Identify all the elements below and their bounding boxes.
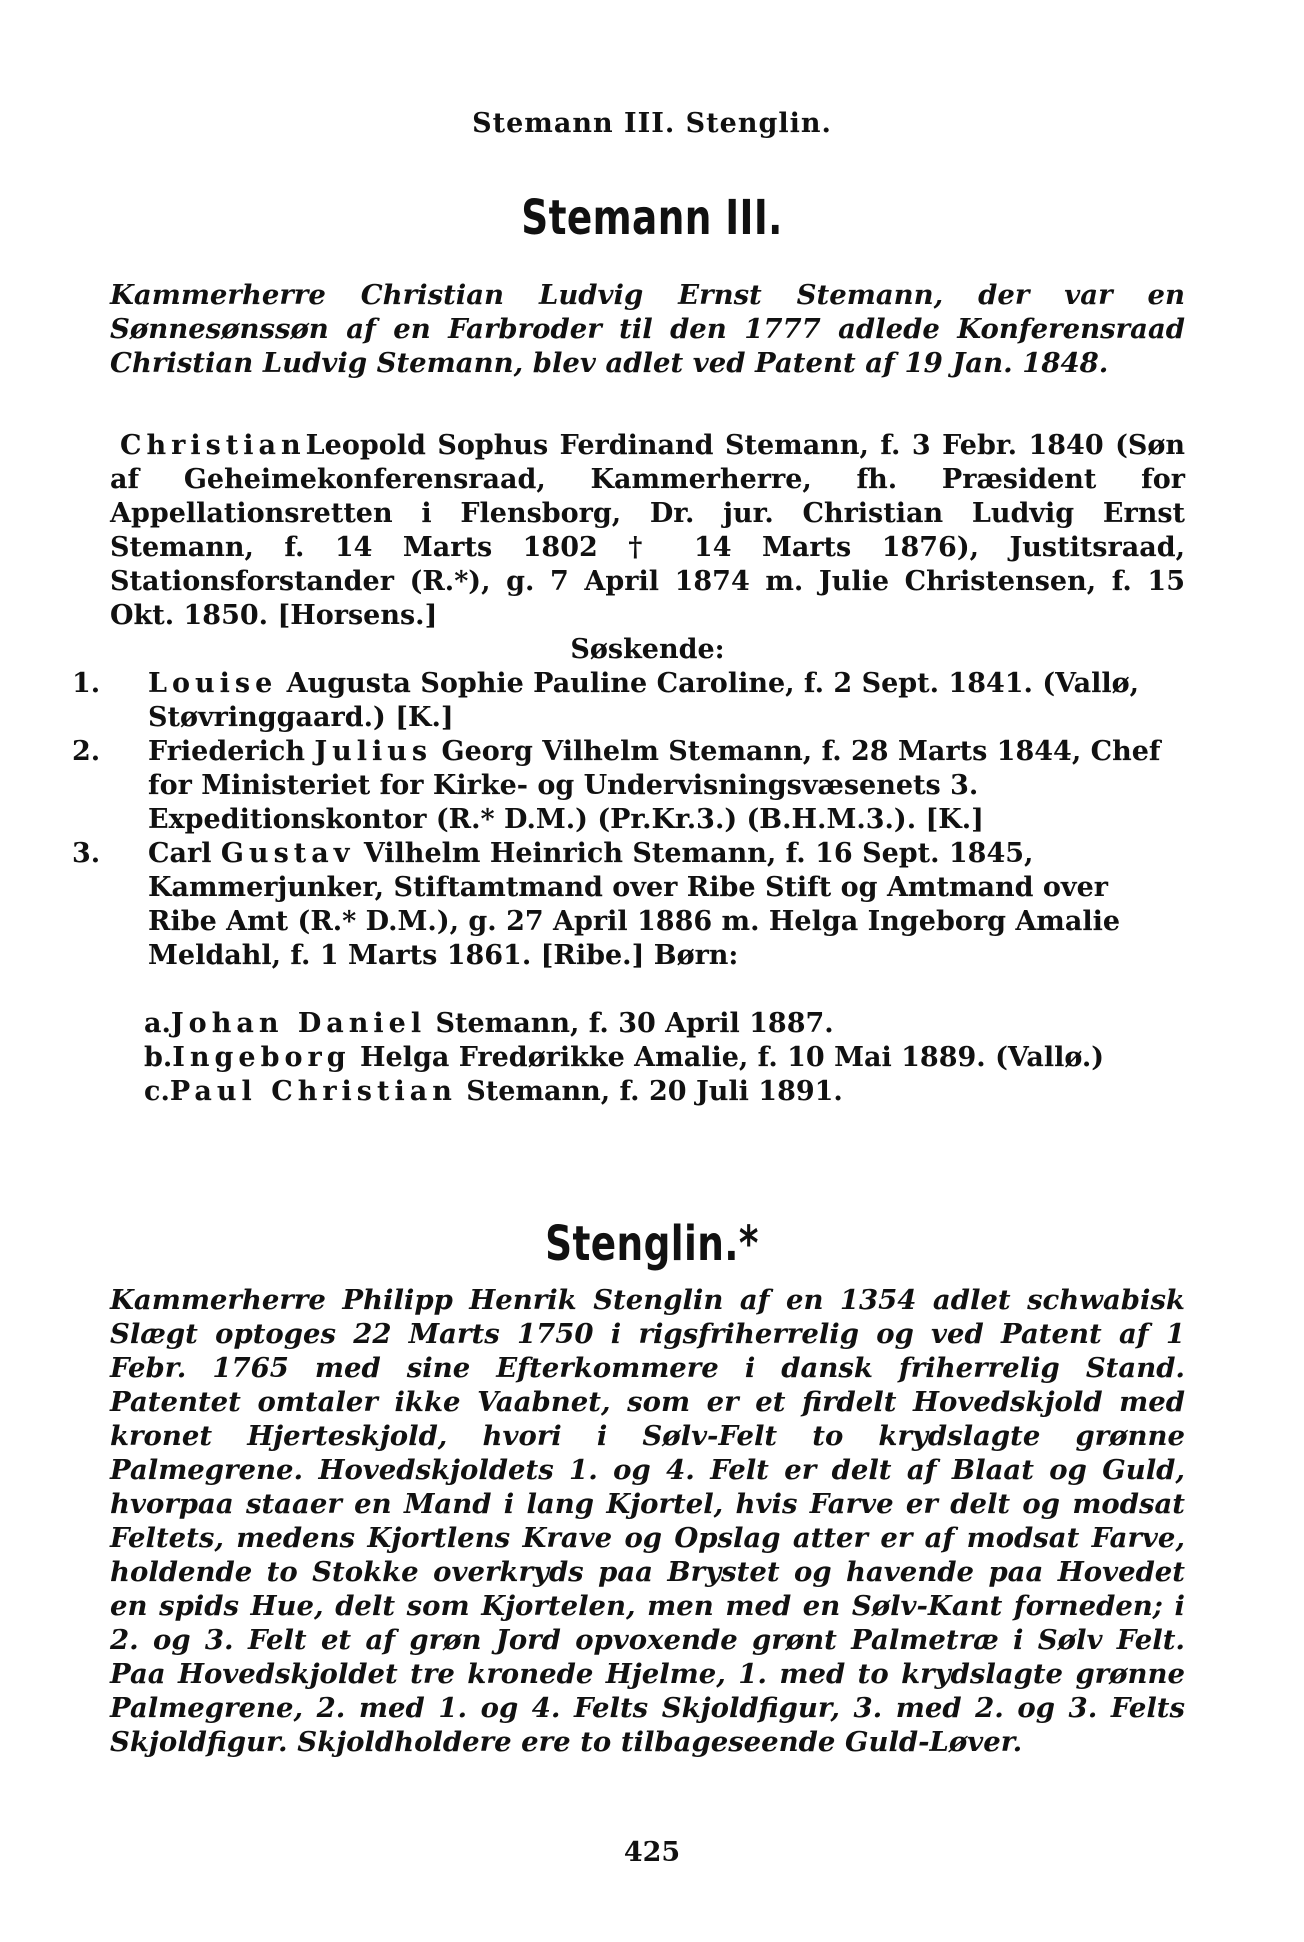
main-entry-name: Christian xyxy=(120,430,306,461)
child-entry xyxy=(110,1007,1185,1041)
child-letter: b. xyxy=(144,1042,173,1073)
sibling-name-prefix: Carl xyxy=(148,838,221,869)
child-entry xyxy=(110,1041,1185,1075)
sibling-name: Louise xyxy=(148,668,278,699)
section-intro-stemann: Kammerherre Christian Ludvig Ernst Stemann, der var en Sønnesønssøn af en Farbroder til den 1777 adlede Konferensraad Christian Ludvig Stemann, blev adlet ved Patent af 19 Jan. 1848. xyxy=(110,279,1185,379)
sibling-number: 3. xyxy=(72,838,101,869)
sibling-name: Julius xyxy=(314,736,433,767)
child-name: Paul Christian xyxy=(169,1076,457,1107)
main-entry xyxy=(110,429,1185,633)
sibling-entry xyxy=(72,837,1185,973)
child-entry xyxy=(110,1075,1185,1109)
child-letter: c. xyxy=(144,1076,170,1107)
sibling-entry xyxy=(72,735,1185,837)
children-list xyxy=(110,1007,1185,1109)
sibling-number: 1. xyxy=(72,668,101,699)
running-header: Stemann III. Stenglin. xyxy=(472,108,832,139)
sibling-name-prefix: Friederich xyxy=(148,736,315,767)
sibling-number: 2. xyxy=(72,736,101,767)
child-text: Stemann, f. 20 Juli 1891. xyxy=(456,1076,843,1107)
section-title-stenglin: Stenglin.* xyxy=(545,1216,759,1272)
child-text: Stemann, f. 30 April 1887. xyxy=(426,1008,834,1039)
sibling-text: Vilhelm Heinrich Stemann, f. 16 Sept. 1845, Kammerjunker, Stiftamtmand over Ribe Stift og Amtmand over Ribe Amt (R.* D.M.), g. 27 April 1886 m. Helga Ingeborg Amalie Meldahl, f. 1 Marts 1861. [Ribe.] Børn: xyxy=(148,838,1121,971)
siblings-heading: Søskende: xyxy=(570,634,725,665)
child-name: Johan Daniel xyxy=(170,1008,427,1039)
sibling-name: Gustav xyxy=(220,838,355,869)
page-number: 425 xyxy=(623,1837,681,1868)
child-name: Ingeborg xyxy=(172,1042,351,1073)
main-entry-text: Leopold Sophus Ferdinand Stemann, f. 3 Febr. 1840 (Søn af Geheimekonferensraad, Kammerherre, fh. Præsident for Appellationsretten i Flensborg, Dr. jur. Christian Ludvig Ernst Stemann, f. 14 Marts 1802 † 14 Marts 1876), Justitsraad, Stationsforstander (R.*), g. 7 April 1874 m. Julie Christensen, f. 15 Okt. 1850. [Horsens.] xyxy=(110,430,1185,631)
sibling-text: Georg Vilhelm Stemann, f. 28 Marts 1844, Chef for Ministeriet for Kirke- og Undervisningsvæsenets 3. Expeditionskontor (R.* D.M.) (Pr.Kr.3.) (B.H.M.3.). [K.] xyxy=(148,736,1161,835)
sibling-entry xyxy=(72,667,1185,735)
section-title-stemann: Stemann III. xyxy=(521,190,783,246)
sibling-text: Augusta Sophie Pauline Caroline, f. 2 Sept. 1841. (Vallø, Støvringgaard.) [K.] xyxy=(148,668,1140,733)
child-text: Helga Fredørikke Amalie, f. 10 Mai 1889. (Vallø.) xyxy=(350,1042,1105,1073)
section-intro-stenglin: Kammerherre Philipp Henrik Stenglin af en 1354 adlet schwabisk Slægt optoges 22 Marts 1750 i rigsfriherrelig og ved Patent af 1 Febr. 1765 med sine Efterkommere i dansk friherrelig Stand. Patentet omtaler ikke Vaabnet, som er et firdelt Hovedskjold med kronet Hjerteskjold, hvori i Sølv-Felt to krydslagte grønne Palmegrene. Hovedskjoldets 1. og 4. Felt er delt af Blaat og Guld, hvorpaa staaer en Mand i lang Kjortel, hvis Farve er delt og modsat Feltets, medens Kjortlens Krave og Opslag atter er af modsat Farve, holdende to Stokke overkryds paa Brystet og havende paa Hovedet en spids Hue, delt som Kjortelen, men med en Sølv-Kant forneden; i 2. og 3. Felt et af grøn Jord opvoxende grønt Palmetræ i Sølv Felt. Paa Hovedskjoldet tre kronede Hjelme, 1. med to krydslagte grønne Palmegrene, 2. med 1. og 4. Felts Skjoldfigur, 3. med 2. og 3. Felts Skjoldfigur. Skjoldholdere ere to tilbageseende Guld-Løver. xyxy=(110,1284,1185,1758)
child-letter: a. xyxy=(144,1008,171,1039)
